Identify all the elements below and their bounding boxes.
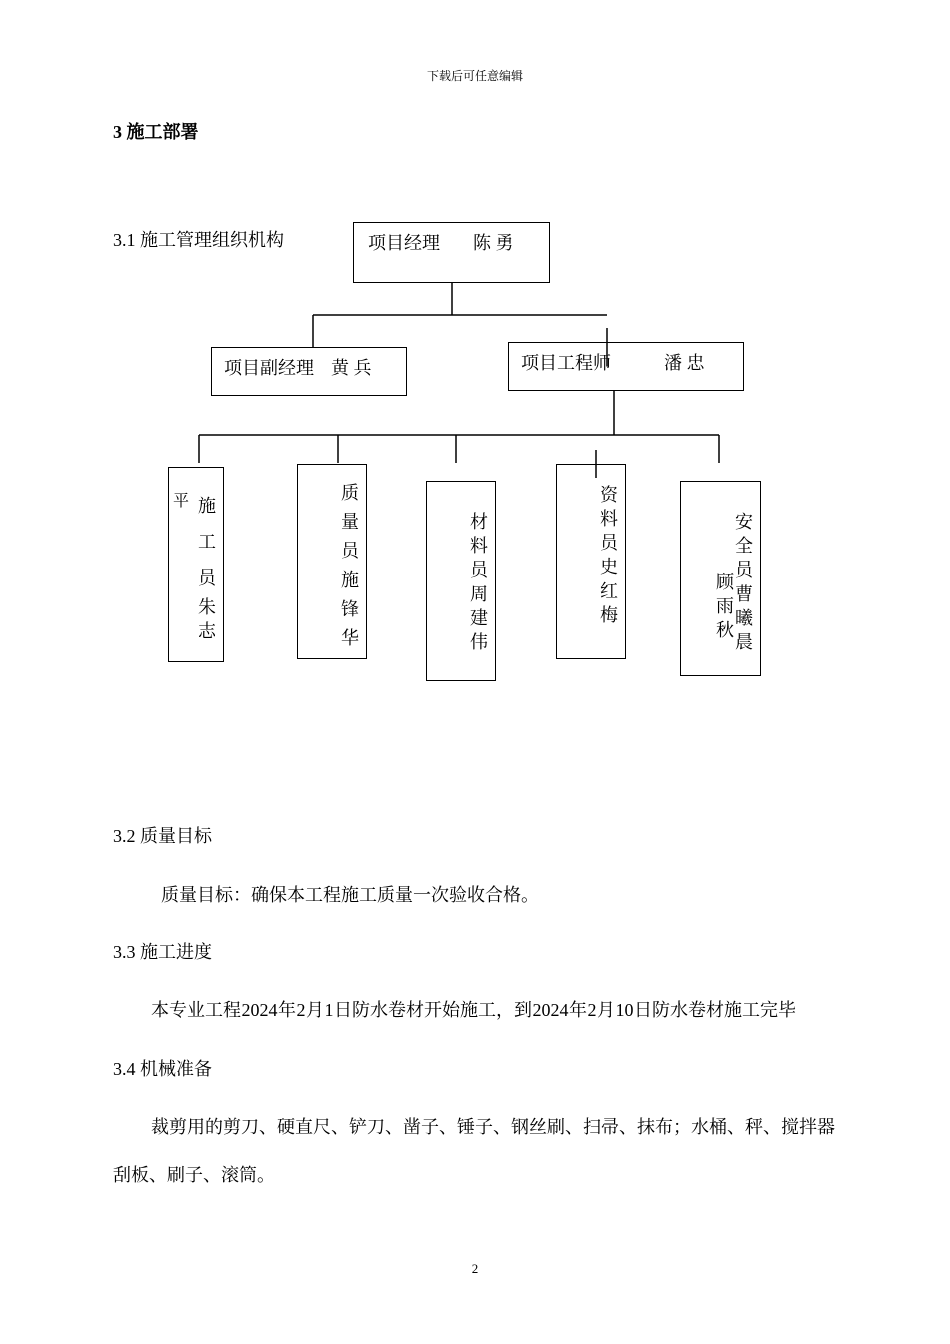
staff-box-construction (168, 467, 224, 662)
staff-title-construction: 施工员 (198, 496, 216, 588)
engineer-label: 项目工程师 (521, 353, 611, 373)
schedule-text: 本专业工程 2024 年 2 月 1 日防水卷材开始施工，到 2024 年 2 月 10 日防水卷材施工完毕 (151, 1000, 796, 1020)
manager-name: 陈 勇 (473, 233, 514, 253)
page-number: 2 (471, 1261, 479, 1276)
quality-heading: 3.2 质量目标 (113, 826, 212, 846)
staff-box-documents (556, 464, 626, 659)
machinery-text-line2: 刮板、刷子、滚筒。 (113, 1165, 275, 1185)
staff-name-construction: 朱志 (198, 597, 216, 641)
deputy-name: 黄 兵 (331, 358, 372, 378)
staff-box-quality (297, 464, 367, 659)
engineer-name: 潘 忠 (664, 353, 705, 373)
manager-label: 项目经理 (368, 233, 440, 253)
project-engineer-box (508, 342, 744, 391)
deputy-manager-box (211, 347, 407, 396)
machinery-heading: 3.4 机械准备 (113, 1059, 212, 1079)
schedule-heading: 3.3 施工进度 (113, 942, 212, 962)
staff-box-safety (680, 481, 761, 676)
staff-box-materials (426, 481, 496, 681)
deputy-label: 项目副经理 (224, 358, 314, 378)
section-title: 3 施工部署 (113, 122, 199, 142)
staff-title-quality: 质量员 (341, 483, 359, 561)
staff-title-safety: 安全员 (735, 512, 753, 580)
staff-name-materials: 周建伟 (470, 584, 488, 652)
staff-name-safety: 曹曦晨 (735, 584, 753, 652)
staff-name2-safety: 顾雨秋 (716, 572, 734, 640)
staff-title-documents: 资料员 (600, 485, 618, 553)
project-manager-box (353, 222, 550, 283)
staff-mark: 平 (173, 493, 190, 510)
staff-name-documents: 史红梅 (600, 557, 618, 625)
staff-name-quality: 施锋华 (341, 570, 359, 648)
org-heading: 3.1 施工管理组织机构 (113, 230, 284, 250)
header-note: 下载后可任意编辑 (426, 69, 523, 83)
machinery-text-line1: 裁剪用的剪刀、硬直尺、铲刀、凿子、锤子、钢丝刷、扫帚、抹布；水桶、秤、搅拌器 (151, 1117, 835, 1137)
quality-text: 质量目标：确保本工程施工质量一次验收合格。 (161, 885, 539, 905)
staff-title-materials: 材料员 (470, 512, 488, 580)
